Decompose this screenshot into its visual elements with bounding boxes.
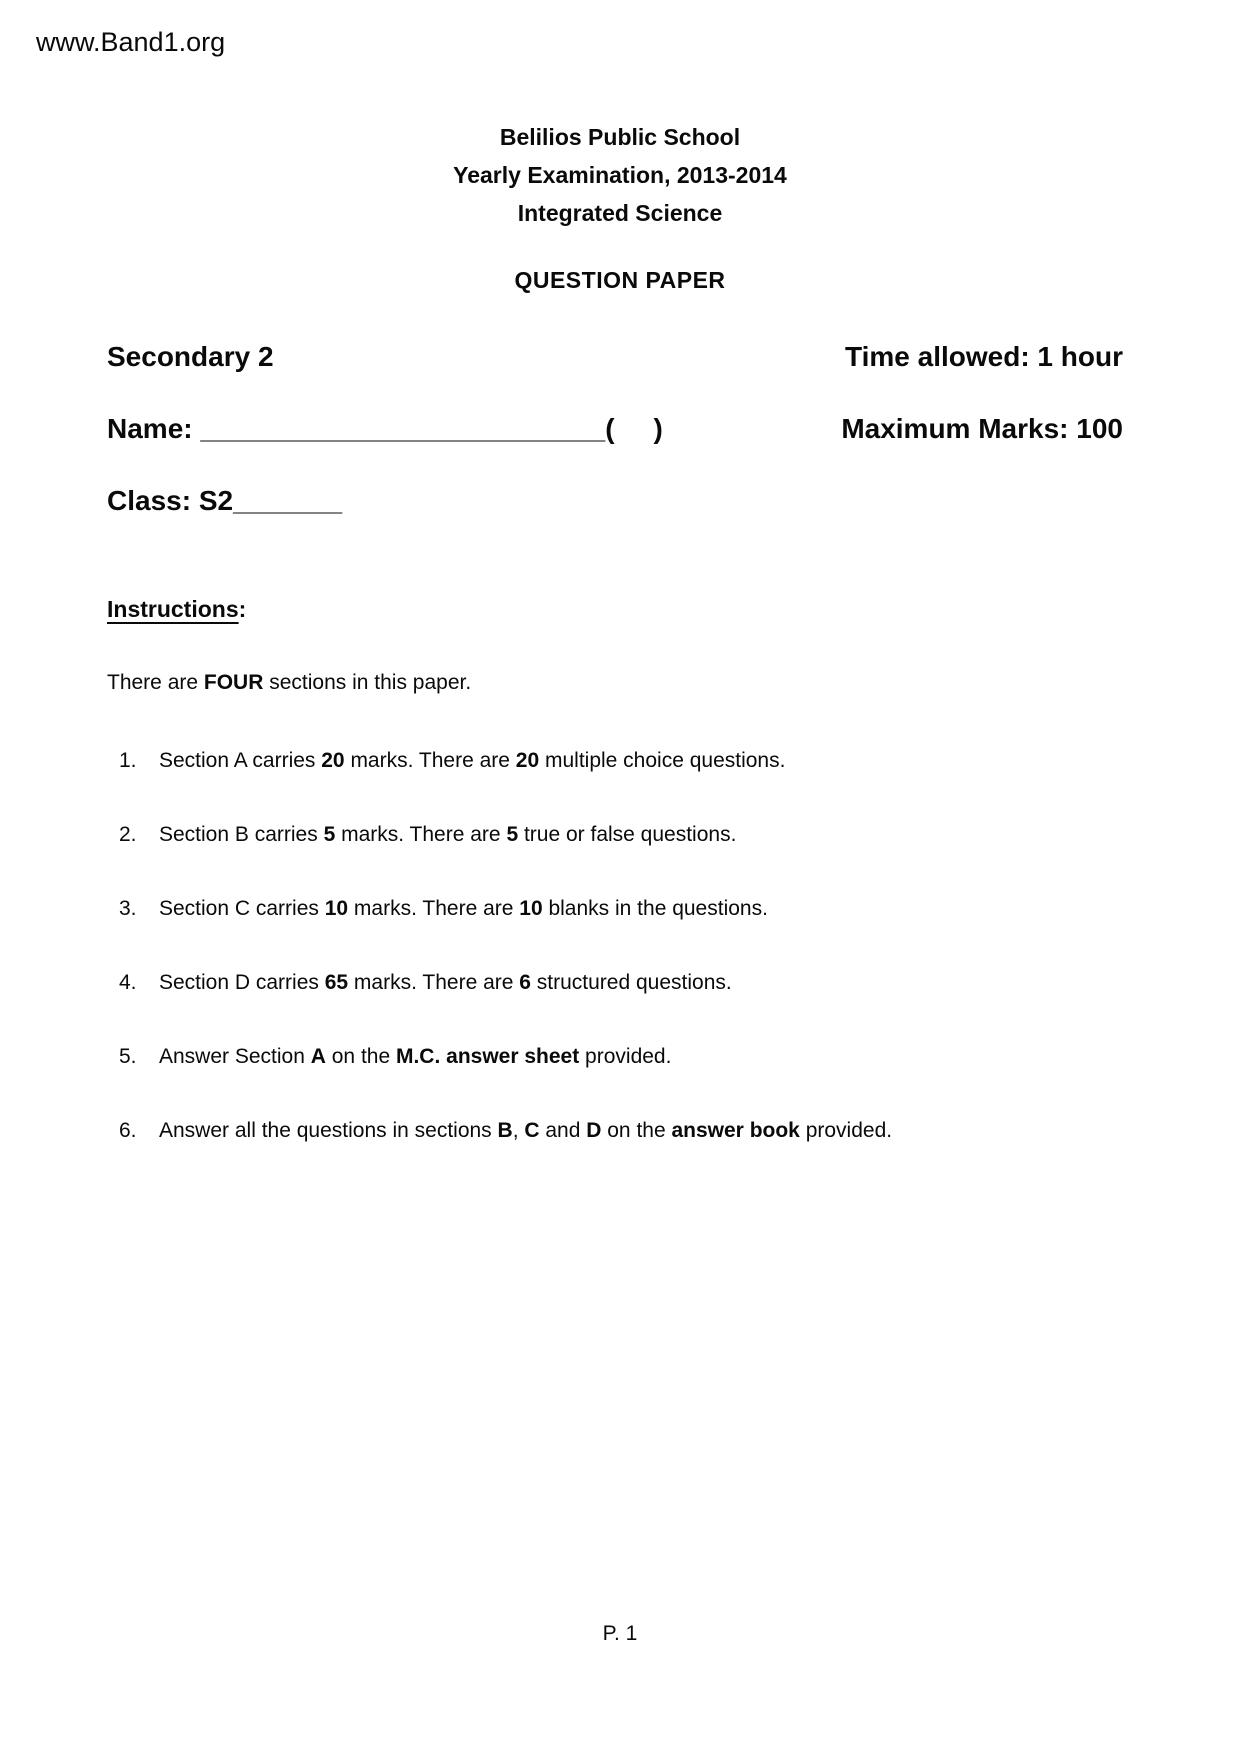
instruction-item-number: 2. — [119, 823, 137, 846]
instruction-item — [119, 1118, 1200, 1144]
instruction-item-text: Section D carries 65 marks. There are 6 structured questions. — [159, 971, 732, 994]
instructions-heading-word: Instructions — [107, 596, 239, 622]
maximum-marks: Maximum Marks: 100 — [841, 413, 1123, 444]
paper-type-title: QUESTION PAPER — [514, 267, 726, 293]
instruction-item — [119, 970, 1200, 996]
instruction-item — [119, 1044, 1200, 1070]
instruction-item — [119, 896, 1200, 922]
instruction-item-number: 3. — [119, 897, 137, 920]
instruction-item — [119, 822, 1200, 848]
page-number: P. 1 — [602, 1622, 638, 1645]
instructions-intro: There are FOUR sections in this paper. — [107, 671, 472, 694]
school-name: Belilios Public School — [499, 124, 741, 150]
instruction-item-number: 4. — [119, 971, 137, 994]
name-field-line: Name: __________________________( ) — [107, 413, 663, 444]
instruction-item-number: 6. — [119, 1119, 137, 1142]
instruction-item — [119, 748, 1200, 774]
instructions-heading-colon: : — [238, 596, 247, 622]
instructions-heading — [107, 595, 246, 624]
exam-session: Yearly Examination, 2013-2014 — [453, 162, 787, 188]
subject-name: Integrated Science — [517, 200, 723, 226]
exam-header — [0, 118, 1240, 232]
instruction-item-text: Section B carries 5 marks. There are 5 true or false questions. — [159, 823, 737, 846]
form-level: Secondary 2 — [107, 341, 274, 372]
instruction-item-text: Answer all the questions in sections B, C and D on the answer book provided. — [159, 1119, 893, 1142]
time-allowed: Time allowed: 1 hour — [845, 341, 1123, 372]
instruction-item-text: Section A carries 20 marks. There are 20 multiple choice questions. — [159, 749, 786, 772]
instruction-item-text: Section C carries 10 marks. There are 10 blanks in the questions. — [159, 897, 768, 920]
instruction-item-number: 5. — [119, 1045, 137, 1068]
instruction-item-text: Answer Section A on the M.C. answer sheet provided. — [159, 1045, 672, 1068]
watermark-url: www.Band1.org — [36, 27, 226, 57]
instruction-item-number: 1. — [119, 749, 137, 772]
class-field-line: Class: S2_______ — [107, 485, 343, 516]
